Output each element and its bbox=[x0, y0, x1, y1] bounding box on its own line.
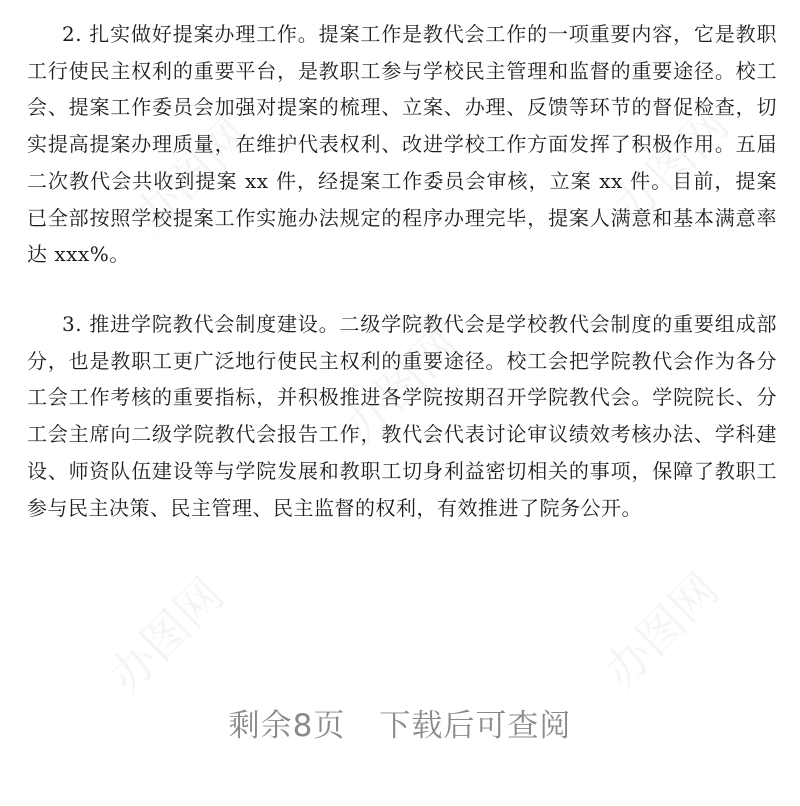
watermark bbox=[587, 556, 731, 700]
paragraph-text: 2. 扎实做好提案办理工作。提案工作是教代会工作的一项重要内容，它是教职工行使民主权利的重要平台，是教职工参与学校民主管理和监督的重要途径。校工会、提案工作委员会加强对提案的梳理、立案、办理、反馈等环节的督促检查，切实提高提案办理质量，在维护代表权利、改进学校工作方面发挥了积极作用。五届二次教代会共收到提案 xx 件，经提案工作委员会审核，立案 xx 件。目前，提案已全部按照学校提案工作实施办法规定的程序办理完毕，提案人满意和基本满意率达 xxx%。 bbox=[27, 22, 777, 267]
paragraph-proposal-handling bbox=[27, 16, 777, 273]
watermark bbox=[92, 561, 236, 705]
paragraph-college-congress bbox=[27, 306, 777, 526]
remaining-pages-count: 剩余8页 bbox=[228, 708, 346, 744]
paragraph-text: 3. 推进学院教代会制度建设。二级学院教代会是学校教代会制度的重要组成部分，也是教职工更广泛地行使民主权利的重要途径。校工会把学院教代会作为各分工会工作考核的重要指标，并积极推进各学院按期召开学院教代会。学院院长、分工会主席向二级学院教代会报告工作，教代会代表讨论审议绩效考核办法、学科建设、师资队伍建设等与学院发展和教职工切身利益密切相关的事项，保障了教职工参与民主决策、民主管理、民主监督的权利，有效推进了院务公开。 bbox=[27, 312, 777, 520]
download-hint: 下载后可查阅 bbox=[379, 708, 572, 744]
remaining-pages-notice[interactable] bbox=[0, 700, 800, 745]
